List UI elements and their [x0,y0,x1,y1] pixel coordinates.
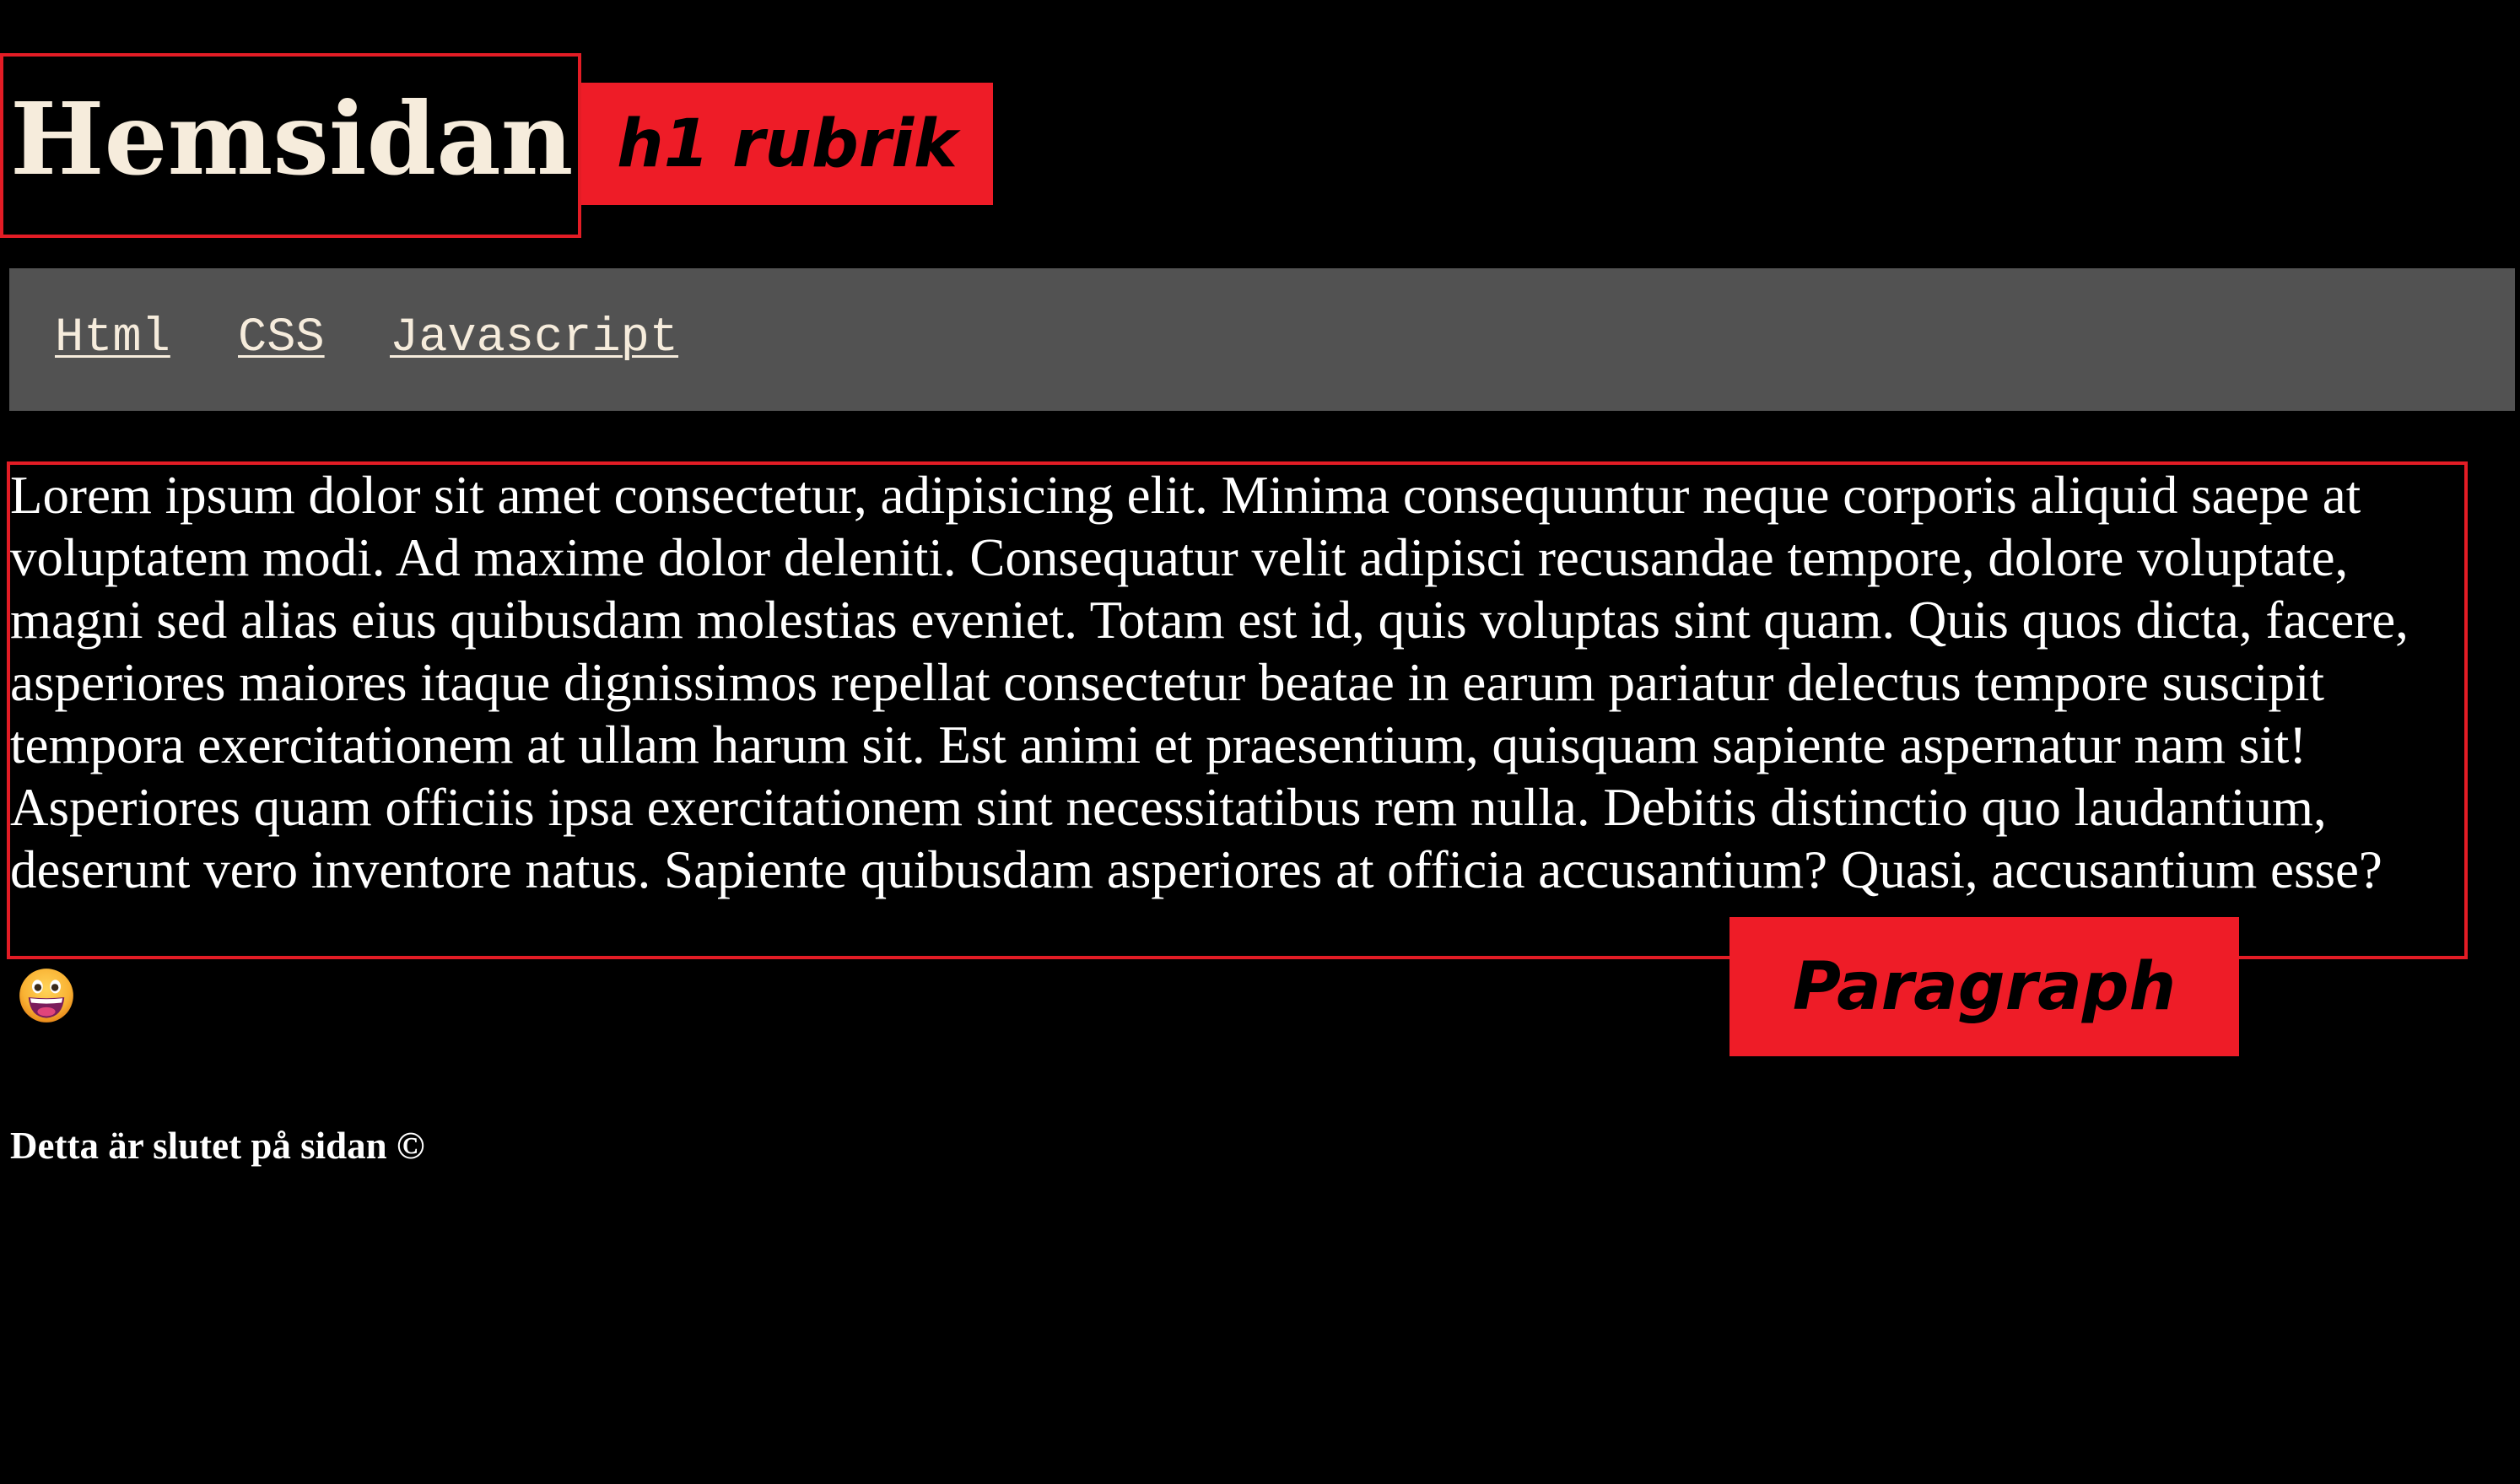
footer-text: Detta är slutet på sidan © [10,1125,425,1167]
grinning-face-icon [18,967,75,1024]
nav-link-javascript[interactable]: Javascript [390,311,679,365]
h1-annotation-label: h1 rubrik [581,83,993,205]
nav-bar [9,268,2515,411]
main-paragraph: Lorem ipsum dolor sit amet consectetur, adipisicing elit. Minima consequuntur neque corporis aliquid saepe at voluptatem modi. Ad maxime dolor deleniti. Consequatur velit adipisci recusandae tempore, dolore voluptate, magni sed alias eius quibusdam molestias eveniet. Totam est id, quis voluptas sint quam. Quis quos dicta, facere, asperiores maiores itaque dignissimos repellat consectetur beatae in earum pariatur delectus tempore suscipit tempora exercitationem at ullam harum sit. Est animi et praesentium, quisquam sapiente aspernatur nam sit! Asperiores quam officiis ipsa exercitationem sint necessitatibus rem nulla. Debitis distinctio quo laudantium, deserunt vero inventore natus. Sapiente quibusdam asperiores at officia accusantium? Quasi, accusantium esse? [10,466,2409,899]
nav-link-css[interactable]: CSS [238,311,325,365]
nav-link-html[interactable]: Html [55,311,170,365]
paragraph-annotation-label: Paragraph [1729,917,2239,1056]
page-title: Hemsidan [10,80,574,197]
